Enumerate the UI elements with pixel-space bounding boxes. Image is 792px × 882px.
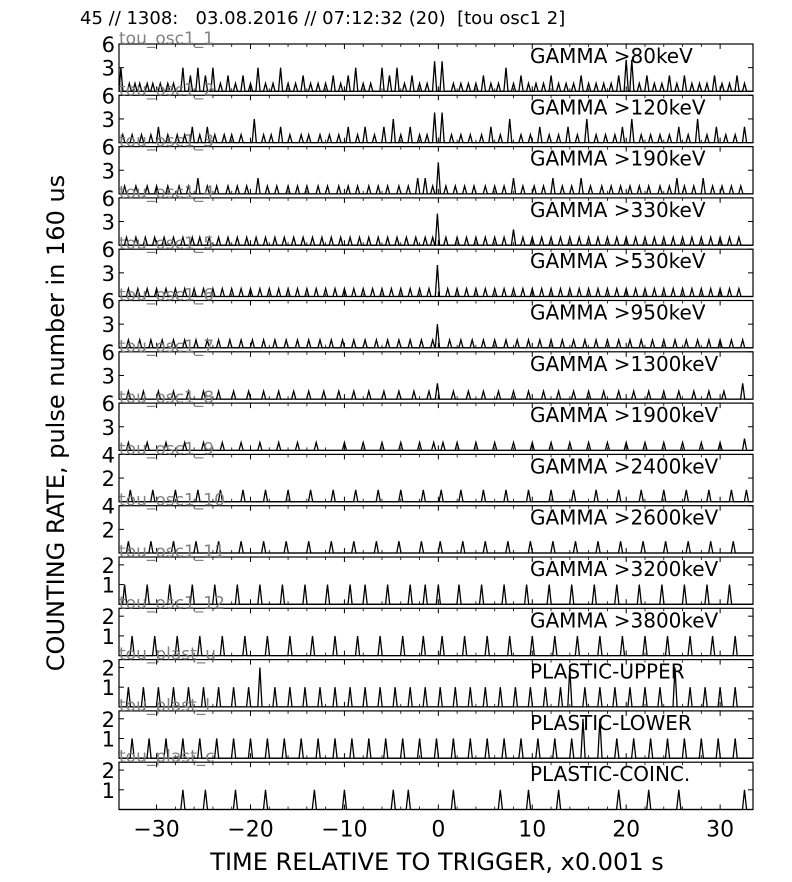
- y-tick-label: 6: [101, 84, 115, 109]
- y-tick-label: 3: [101, 56, 115, 81]
- y-tick-label: 3: [101, 107, 115, 132]
- y-tick-label: 3: [101, 261, 115, 286]
- y-tick-label: 4: [101, 494, 115, 519]
- channel-label: tou_osc1_7: [119, 336, 215, 357]
- y-tick-label: 6: [101, 135, 115, 160]
- channel-label: tou_osc1_2: [119, 80, 215, 101]
- x-tick-label: −10: [321, 817, 368, 843]
- panel-title: GAMMA >80keV: [530, 44, 693, 68]
- y-tick-label: 2: [101, 759, 115, 784]
- series-line: [119, 439, 753, 451]
- panel-title: GAMMA >530keV: [530, 249, 706, 274]
- panel-title: GAMMA >2600keV: [530, 505, 719, 530]
- channel-label: tou_osc1_11: [119, 542, 225, 562]
- channel-label: tou_osc1_1: [119, 29, 215, 49]
- channel-label: tou_plast_u: [119, 644, 217, 665]
- y-tick-label: 1: [101, 778, 115, 803]
- y-tick-label: 1: [101, 676, 115, 701]
- y-tick-label: 1: [101, 727, 115, 752]
- channel-label: tou_osc1_8: [119, 388, 215, 409]
- channel-label: tou_plast_c: [119, 747, 215, 768]
- panel-title: GAMMA >3800keV: [530, 608, 719, 633]
- series-line: [119, 790, 753, 810]
- channel-label: tou_osc1_4: [119, 182, 215, 203]
- y-tick-label: 1: [101, 573, 115, 598]
- y-tick-label: 2: [101, 467, 115, 492]
- y-tick-label: 4: [101, 443, 115, 468]
- x-tick-label: −30: [133, 817, 180, 843]
- y-tick-label: 3: [101, 159, 115, 184]
- x-tick-label: −20: [227, 817, 274, 843]
- y-tick-label: 6: [101, 186, 115, 211]
- channel-label: tou_osc1_5: [119, 234, 215, 255]
- y-tick-label: 2: [101, 518, 115, 543]
- x-tick-label: 30: [706, 817, 735, 843]
- panel-title: GAMMA >120keV: [530, 95, 706, 120]
- x-tick-label: 0: [431, 817, 446, 843]
- chart-header: 45 // 1308: 03.08.2016 // 07:12:32 (20) [tou osc1 2]: [80, 8, 566, 29]
- y-axis-label-text: COUNTING RATE, pulse number in 160 us: [42, 174, 70, 672]
- y-tick-label: 3: [101, 415, 115, 440]
- x-tick-label: 20: [612, 817, 641, 843]
- panel-title: PLASTIC-LOWER: [530, 710, 692, 735]
- y-tick-label: 2: [101, 707, 115, 732]
- panel-title: GAMMA >1900keV: [530, 403, 719, 428]
- channel-label: tou_osc1_10: [119, 490, 225, 511]
- panel-title: GAMMA >1300keV: [530, 351, 719, 376]
- y-tick-label: 1: [101, 624, 115, 649]
- y-tick-label: 2: [101, 605, 115, 630]
- y-tick-label: 6: [101, 33, 115, 57]
- y-tick-label: 2: [101, 553, 115, 578]
- y-tick-label: 6: [101, 289, 115, 314]
- y-tick-label: 6: [101, 392, 115, 417]
- series-line: [119, 324, 753, 348]
- channel-label: tou_osc1_9: [119, 439, 215, 460]
- series-line: [119, 383, 753, 399]
- channel-label: tou_osc1_3: [119, 131, 215, 152]
- y-tick-label: 3: [101, 364, 115, 389]
- x-axis-label: TIME RELATIVE TO TRIGGER, x0.001 s: [210, 848, 664, 876]
- channel-label: tou_plast_l: [119, 695, 211, 716]
- channel-label: tou_osc1_12: [119, 593, 225, 614]
- channel-label: tou_osc1_6: [119, 285, 215, 306]
- y-tick-label: 6: [101, 340, 115, 365]
- y-tick-label: 6: [101, 238, 115, 263]
- panel-title: GAMMA >3200keV: [530, 557, 719, 581]
- panel-title: GAMMA >190keV: [530, 146, 706, 171]
- x-tick-label: 10: [518, 817, 547, 843]
- y-tick-label: 3: [101, 313, 115, 338]
- y-tick-label: 2: [101, 656, 115, 681]
- panel-title: PLASTIC-COINC.: [530, 762, 691, 787]
- panel-title: GAMMA >330keV: [530, 197, 706, 222]
- panel-title: GAMMA >2400keV: [530, 454, 719, 479]
- y-tick-label: 3: [101, 210, 115, 235]
- panel-title: GAMMA >950keV: [530, 300, 706, 325]
- panel-title: PLASTIC-UPPER: [530, 659, 685, 684]
